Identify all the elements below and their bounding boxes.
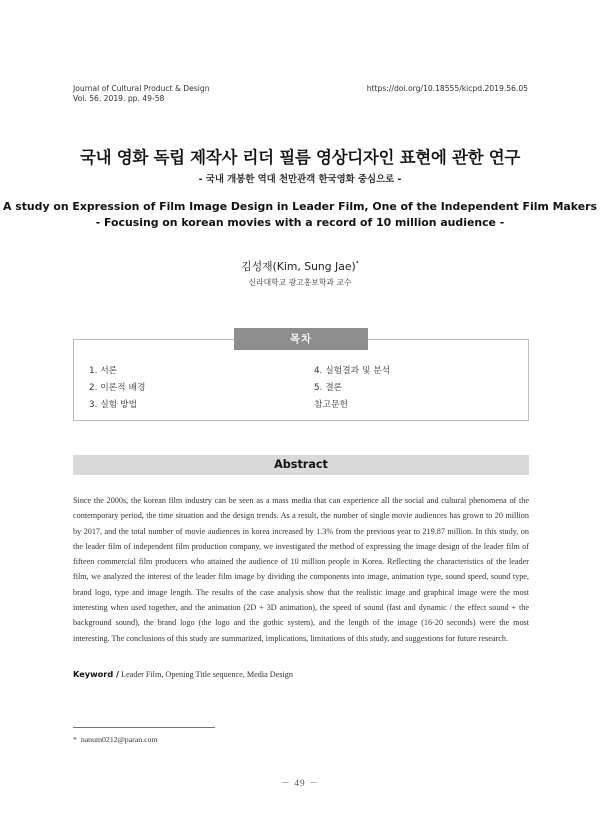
english-subtitle: - Focusing on korean movies with a record of 10 million audience - [95, 216, 505, 229]
abstract-body: Since the 2000s, the korean film industry can be seen as a mass media that can experience all the social and cultural phenomena of the contemporary period, the time situation and the design trends. As a result, the number of single movie audiences has grown to 20 million by 2017, and the total number of movie audiences in korea increased by 1.3% from the previous year to 219.87 million. In this study, on the leader film of independent film production company, we investigated the method of expressing the image design of the leader film of fifteen commercial film producers who attained the audience of 10 million people in Korea. Reflecting the characteristics of the leader film, we analyzed the interest of the leader film image by dividing the components into image, animation type, sound speed, sound type, brand logo, type and image length. The results of the case analysis show that the realistic image and graphical image were the most interesting when used together, and the animation (2D + 3D animation), the speed of sound (fast and dynamic / the effect sound + the background sound), the brand logo (the logo and the gothic system), and the length of the image (16-20 seconds) were the most interesting. The conclusions of this study are summarized, implications, limitations of this study, and suggestions for future research. [73, 496, 529, 643]
toc-item: 1. 서론 [89, 366, 118, 376]
keyword-line [73, 669, 529, 679]
toc-item: 3. 실험 방법 [89, 400, 137, 410]
author-affiliation: 신라대학교 광고홍보학과 교수 [248, 278, 352, 287]
footnote-mark: * [73, 735, 77, 744]
author-name: 김성재(Kim, Sung Jae) [241, 260, 356, 273]
page-number: － 49 － [280, 778, 320, 788]
toc-item: 5. 결론 [314, 383, 343, 393]
keyword-text: Leader Film, Opening Title sequence, Media Design [121, 670, 293, 679]
journal-info [73, 84, 210, 104]
toc-item: 2. 이론적 배경 [89, 383, 146, 393]
keyword-label: Keyword / [73, 669, 120, 679]
footnote-email: nanum0212@paran.com [80, 735, 158, 744]
doi-link[interactable]: https://doi.org/10.18555/kicpd.2019.56.05 [366, 84, 528, 93]
author-footnote-mark: * [355, 260, 359, 267]
english-title: A study on Expression of Film Image Design in Leader Film, One of the Independent Film Makers [3, 200, 597, 213]
toc-heading: 목차 [234, 328, 368, 350]
journal-name: Journal of Cultural Product & Design [73, 84, 210, 93]
toc-item: 참고문헌 [314, 400, 348, 410]
footnote-divider [73, 727, 215, 728]
author-name-line [0, 259, 600, 274]
journal-volume: Vol. 56. 2019. pp. 49-58 [73, 94, 165, 103]
abstract-heading: Abstract [73, 455, 529, 475]
korean-title: 국내 영화 독립 제작사 리더 필름 영상디자인 표현에 관한 연구 [80, 148, 520, 167]
toc-item: 4. 실험결과 및 분석 [314, 366, 391, 376]
korean-subtitle: - 국내 개봉한 역대 천만관객 한국영화 중심으로 - [198, 174, 402, 185]
footnote [73, 735, 158, 744]
